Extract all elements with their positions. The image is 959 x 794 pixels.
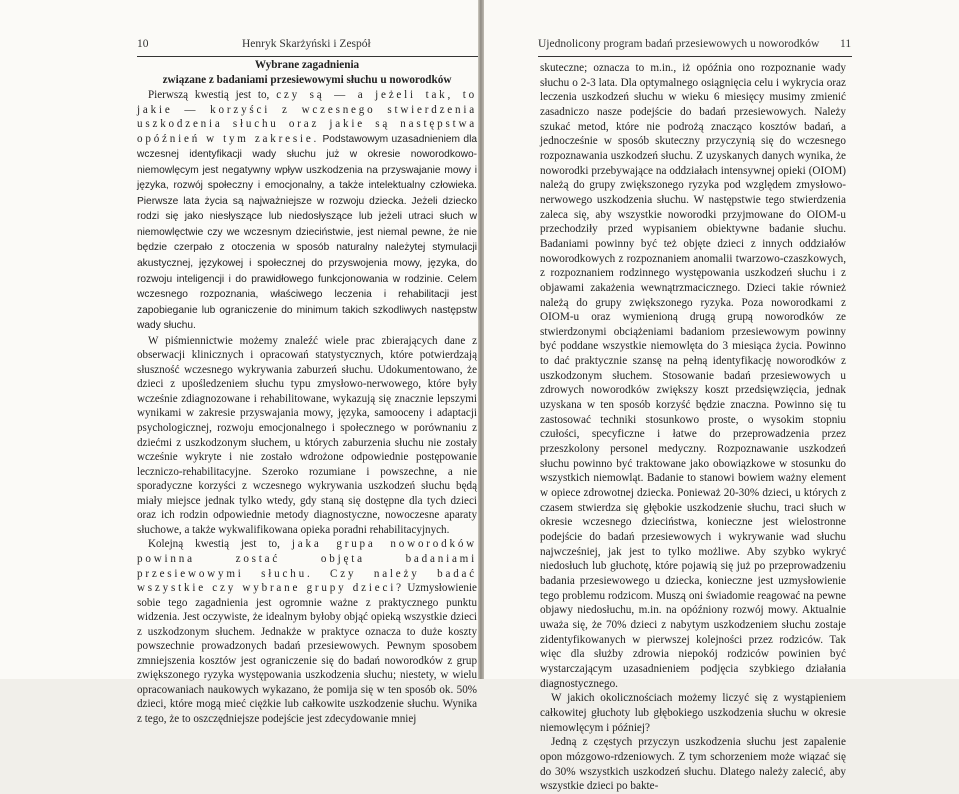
section-heading-line1: Wybrane zagadnienia [254, 59, 360, 71]
p3-rest: Uzmysłowienie sobie tego zagadnienia jest ogromnie ważne z praktycznego punktu widzenia. Jest oczywiste, że idealnym byłoby objąć opieką wszystkie dzieci z uszkodzonym słuchem. Jednakże w praktyce oznacza to duże koszty powszechnie prowadzonych badań przesiewowych. Pewnym sposobem zmniejszenia kosztów jest ograniczenie się do badań noworodków z grup zwiększonego ryzyka występowania uszkodzenia słuchu; niestety, w wielu opracowaniach naukowych wykazano, że pomija się w ten sposób ok. 50% dzieci, które mogą mieć ciężkie lub całkowite uszkodzenie słuchu. Wynika z tego, że to oszczędniejsze podejście jest zdecydowanie mniej [137, 582, 477, 725]
right-paragraph-1: skuteczne; oznacza to m.in., iż opóźnia ono rozpoznanie wady słuchu o 2-3 lata. Dla optymalnego osiągnięcia celu i wykrycia oraz leczenia uszkodzeń słuchu w wieku 6 miesięcy musimy zmienić zasadniczo nasze podejście do badań przesiewowych. Należy szukać metod, które nie podrożą znacząco kosztów badań, a jednocześnie w sposób skuteczny przyczynią się do wczesnego rozpoznawania uszkodzeń słuchu. Z uzyskanych danych wynika, że noworodki przebywające na oddziałach intensywnej opieki (OIOM) należą do grupy zwiększonego ryzyka pod względem zmysłowo-nerwowego uszkodzenia słuchu. W następstwie tego stwierdzenia zaleca się, aby wszystkie noworodki przyjmowane do OIOM-u przechodziły przed wypisaniem obiektywne badanie słuchu. Badaniami powinny być też objęte dzieci z innych oddziałów noworodkowych z rozpoznaniem anomalii twarzowo-czaszkowych, z rozpoznaniem rodzinnego występowania uszkodzeń słuchu i z objawami zakażenia wewnątrzmacicznego. Dzieci takie również należą do grupy zwiększonego ryzyka. Poza noworodkami z OIOM-u oraz wymienioną drugą grupą noworodków ze stwierdzonymi obciążeniami badaniom przesiewowym powinny być poddane wszystkie niemowlęta do 3 miesiąca życia. Powinno to dać praktycznie szansę na pełną identyfikację noworodków z uszkodzonym słuchem. Stosowanie badań przesiewowych u zdrowych noworodków zwiększy koszt przedsięwzięcia, jednak uzyskana w ten sposób korzyść będzie znaczna. Powinno się tu zastosować techniki stosunkowo proste, o wysokim stopniu czułości, specyficzne i łatwe do przeprowadzenia przez przeszkolony personel medyczny. Rozpoznawanie uszkodzeń słuchu powinno być traktowane jako obowiązkowe w stosunku do wszystkich niemowląt. Badanie to stanowi bowiem ważny element w opiece zdrowotnej dziecka. Ponieważ 20-30% dzieci, u których z czasem stwierdza się głębokie uszkodzenie słuchu, traci słuch w okresie wczesnego dzieciństwa, konieczne jest wielostronne podejście do badań przesiewowych i wykrywanie wad słuchu najwcześniej, jak jest to tylko możliwe. Aby szybko wykryć niedosłuch lub głuchotę, które pojawią się już po przeprowadzeniu badania przesiewowego u dziecka, konieczne jest uzmysłowienie tego problemu rodzicom. Muszą oni świadomie reagować na pewne objawy niedosłuchu, m.in. na opóźniony rozwój mowy. Aktualnie uważa się, że 70% dzieci z nabytym uszkodzeniem słuchu zostaje zidentyfikowanych w pierwszej kolejności przez rodziców. Tak więc dla służby zdrowia niepokój rodziców powinien być wystarczającym uzasadnieniem podjęcia szybkiego działania diagnostycznego. [540, 62, 846, 690]
right-body-text [540, 61, 846, 794]
right-page [484, 0, 959, 793]
p3-spaced-emphasis: jaka grupa noworodków powinna zostać objęta badaniami przesiewowymi słuchu. Czy należy badać wszystkie czy wybrane grupy dzieci? [137, 538, 477, 595]
left-paragraph-1 [137, 88, 477, 334]
p1-start: Pierwszą kwestią jest to, [148, 89, 277, 101]
left-page-number: 10 [137, 38, 149, 50]
left-page [0, 0, 478, 725]
left-running-head: Henryk Skarżyński i Zespół [242, 38, 371, 50]
right-paragraph-2: W jakich okolicznościach możemy liczyć się z wystąpieniem całkowitej głuchoty lub głębokiego uszkodzenia słuchu w okresie niemowlęcym i później? [540, 692, 846, 734]
left-paragraph-3 [137, 537, 477, 726]
right-page-number: 11 [840, 38, 852, 50]
p1-rest: Podstawowym uzasadnieniem dla wczesnej identyfikacji wady słuchu już w okresie noworodkowo-niemowlęcym jest negatywny wpływ uszkodzenia na przyswajanie mowy i języka, rozwój społeczny i emocjonalny, a także intelektualny człowieka. Pierwsze lata życia są najważniejsze w rozwoju dziecka. Jeżeli dziecko rodzi się jako niesłyszące lub niedosłyszące lub jeżeli utraci słuch w niemowlęctwie czy we wczesnym dzieciństwie, jest niemal pewne, że nie będzie czerpało z otoczenia w sposób naturalny należytej stymulacji akustycznej, językowej i społecznej do przyswojenia mowy, języka, do rozwoju inteligencji i do prawidłowego funkcjonowania w rodzinie. Celem wczesnego rozpoznania, właściwego leczenia i rehabilitacji jest zapobieganie lub ograniczenie do minimum takich szkodliwych następstw wady słuchu. [137, 133, 477, 332]
left-header-rule [137, 56, 479, 57]
right-header-rule [538, 56, 852, 57]
left-body-text [137, 59, 477, 727]
left-paragraph-2: W piśmiennictwie możemy znaleźć wiele prac zbierających dane z obserwacji klinicznych i opracowań statystycznych, które potwierdzają słuszność wczesnego wykrywania zaburzeń słuchu. Udokumentowano, że dzieci z upośledzeniem słuchu typu zmysłowo-nerwowego, które były wcześnie zdiagnozowane i rehabilitowane, wykazują się znacznie lepszymi wynikami w zakresie przyswajania mowy, języka, samooceny i adaptacji psychologicznej, rozwoju emocjonalnego i społecznego w porównaniu z dziećmi z uszkodzonym słuchem, u których zaburzenia słuchu nie zostały wcześnie wykryte i nie zostało wdrożone odpowiednie postępowanie leczniczo-rehabilitacyjne. Szeroko rozumiane i powszechne, a nie sporadyczne korzyści z wczesnego wykrywania uszkodzeń słuchu będą miały miejsce jednak tylko wtedy, gdy staną się dostępne dla tych dzieci oraz ich rodzin odpowiednie metody diagnostyczne, nowoczesne aparaty słuchowe, a także wykwalifikowana opieka poradni rehabilitacyjnych. [137, 334, 477, 536]
right-paragraph-3: Jedną z częstych przyczyn uszkodzenia słuchu jest zapalenie opon mózgowo-rdzeniowych. Z tym schorzeniem może wiązać się do 30% wszystkich uszkodzeń słuchu. Dlatego należy zalecić, aby wszystkie dzieci po bakte- [540, 736, 846, 793]
section-heading-line2: związane z badaniami przesiewowymi słuchu u noworodków [162, 73, 452, 86]
right-running-head: Ujednolicony program badań przesiewowych u noworodków [538, 38, 820, 50]
p3-start: Kolejną kwestią jest to, [148, 538, 292, 551]
p1-spaced-emphasis: czy są — a jeżeli tak, to jakie — korzyści z wczesnego stwierdzenia uszkodzenia słuchu oraz jakie są następstwa opóźnień w tym zakresie. [137, 89, 477, 145]
